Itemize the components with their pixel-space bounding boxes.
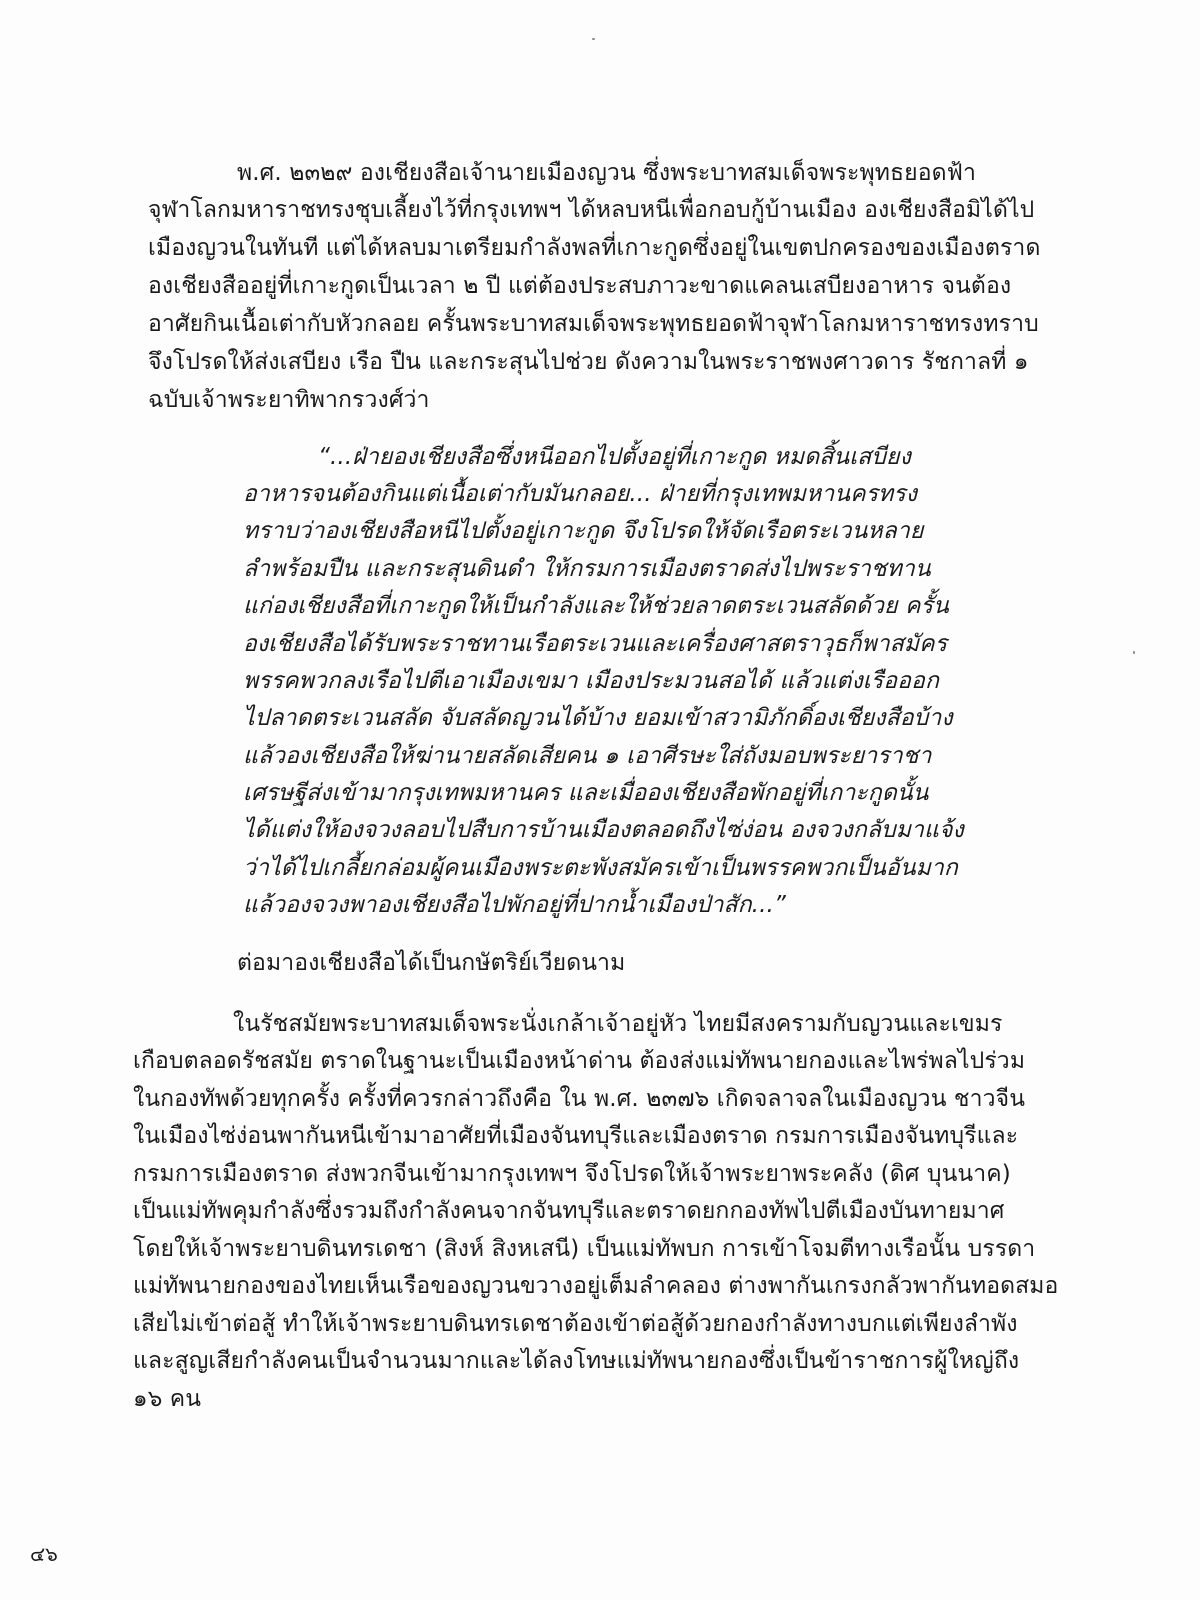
text-line: ฉบับเจ้าพระยาทิพากรวงศ์ว่า	[148, 387, 430, 413]
text-line: เกือบตลอดรัชสมัย ตราดในฐานะเป็นเมืองหน้าด่าน ต้องส่งแม่ทัพนายกองและไพร่พลไปร่วม	[133, 1048, 1026, 1074]
text-line: แม่ทัพนายกองของไทยเห็นเรือของญวนขวางอยู่เต็มลำคลอง ต่างพากันเกรงกลัวพากันทอดสมอ	[133, 1273, 1059, 1299]
text-line: โดยให้เจ้าพระยาบดินทรเดชา (สิงห์ สิงหเสนี) เป็นแม่ทัพบก การเข้าโจมตีทางเรือนั้น บรรดา	[133, 1236, 1036, 1262]
text-line: อาศัยกินเนื้อเต่ากับหัวกลอย ครั้นพระบาทสมเด็จพระพุทธยอดฟ้าจุฬาโลกมหาราชทรงทราบ	[148, 311, 1039, 337]
text-line: เป็นแม่ทัพคุมกำลังซึ่งรวมถึงกำลังคนจากจันทบุรีและตราดยกกองทัพไปตีเมืองบันทายมาศ	[133, 1198, 1005, 1224]
quote-line: องเชียงสือได้รับพระราชทานเรือตระเวนและเครื่องศาสตราวุธก็พาสมัคร	[243, 631, 948, 657]
quote-line: แล้วองจวงพาองเชียงสือไปพักอยู่ที่ปากน้ำเมืองป่าสัก...”	[243, 892, 786, 918]
statement-line: ต่อมาองเชียงสือได้เป็นกษัตริย์เวียดนาม	[237, 950, 626, 976]
quote-line: ทราบว่าองเชียงสือหนีไปตั้งอยู่เกาะกูด จึงโปรดให้จัดเรือตระเวนหลาย	[243, 518, 924, 544]
text-line: เสียไม่เข้าต่อสู้ ทำให้เจ้าพระยาบดินทรเดชาต้องเข้าต่อสู้ด้วยกองกำลังทางบกแต่เพียงลำพัง	[133, 1311, 1018, 1337]
quote-line: ลำพร้อมปืน และกระสุนดินดำ ให้กรมการเมืองตราดส่งไปพระราชทาน	[243, 556, 931, 582]
quote-line: ว่าได้ไปเกลี้ยกล่อมผู้คนเมืองพระตะพังสมัครเข้าเป็นพรรคพวกเป็นอันมาก	[243, 855, 958, 881]
text-line: ในรัชสมัยพระบาทสมเด็จพระนั่งเกล้าเจ้าอยู่หัว ไทยมีสงครามกับญวนและเขมร	[233, 1011, 1003, 1037]
quote-line: แล้วองเชียงสือให้ฆ่านายสลัดเสียคน ๑ เอาศีรษะใส่ถังมอบพระยาราชา	[243, 743, 932, 769]
quote-line: พรรคพวกลงเรือไปตีเอาเมืองเขมา เมืองประมวนสอได้ แล้วแต่งเรือออก	[243, 668, 939, 694]
scan-mark	[592, 38, 595, 40]
quote-line: “...ฝ่ายองเชียงสือซึ่งหนีออกไปตั้งอยู่ที่เกาะกูด หมดสิ้นเสบียง	[318, 444, 911, 470]
text-line: พ.ศ. ๒๓๒๙ องเชียงสือเจ้านายเมืองญวน ซึ่งพระบาทสมเด็จพระพุทธยอดฟ้า	[237, 160, 977, 186]
scan-mark	[1133, 651, 1135, 654]
quote-line: เศรษฐีส่งเข้ามากรุงเทพมหานคร และเมื่อองเชียงสือพักอยู่ที่เกาะกูดนั้น	[243, 780, 929, 806]
text-line: ในเมืองไซ่ง่อนพากันหนีเข้ามาอาศัยที่เมืองจันทบุรีและเมืองตราด กรมการเมืองจันทบุรีและ	[133, 1123, 1019, 1149]
text-line: เมืองญวนในทันที แต่ได้หลบมาเตรียมกำลังพลที่เกาะกูดซึ่งอยู่ในเขตปกครองของเมืองตราด	[148, 235, 1041, 261]
quote-line: ได้แต่งให้องจวงลอบไปสืบการบ้านเมืองตลอดถึงไซ่ง่อน องจวงกลับมาแจ้ง	[243, 817, 964, 843]
text-line: องเชียงสืออยู่ที่เกาะกูดเป็นเวลา ๒ ปี แต่ต้องประสบภาวะขาดแคลนเสบียงอาหาร จนต้อง	[148, 273, 1012, 299]
quote-line: ไปลาดตระเวนสลัด จับสลัดญวนได้บ้าง ยอมเข้าสวามิภักดิ์องเชียงสือบ้าง	[243, 705, 953, 731]
quote-line: อาหารจนต้องกินแต่เนื้อเต่ากับมันกลอย... ฝ่ายที่กรุงเทพมหานครทรง	[243, 481, 918, 507]
text-line: จึงโปรดให้ส่งเสบียง เรือ ปืน และกระสุนไปช่วย ดังความในพระราชพงศาวดาร รัชกาลที่ ๑	[148, 349, 1029, 375]
page-number: ๔๖	[30, 1542, 58, 1566]
text-line: ๑๖ คน	[133, 1386, 202, 1412]
text-line: ในกองทัพด้วยทุกครั้ง ครั้งที่ควรกล่าวถึงคือ ใน พ.ศ. ๒๓๗๖ เกิดจลาจลในเมืองญวน ชาวจีน	[133, 1086, 1026, 1112]
text-line: จุฬาโลกมหาราชทรงชุบเลี้ยงไว้ที่กรุงเทพฯ ได้หลบหนีเพื่อกอบกู้บ้านเมือง องเชียงสือมิได้ไป	[148, 197, 1035, 223]
text-line: และสูญเสียกำลังคนเป็นจำนวนมากและได้ลงโทษแม่ทัพนายกองซึ่งเป็นข้าราชการผู้ใหญ่ถึง	[133, 1348, 1020, 1374]
text-line: กรมการเมืองตราด ส่งพวกจีนเข้ามากรุงเทพฯ จึงโปรดให้เจ้าพระยาพระคลัง (ดิศ บุนนาค)	[133, 1161, 1011, 1187]
quote-line: แก่องเชียงสือที่เกาะกูดให้เป็นกำลังและให้ช่วยลาดตระเวนสลัดด้วย ครั้น	[243, 593, 949, 619]
